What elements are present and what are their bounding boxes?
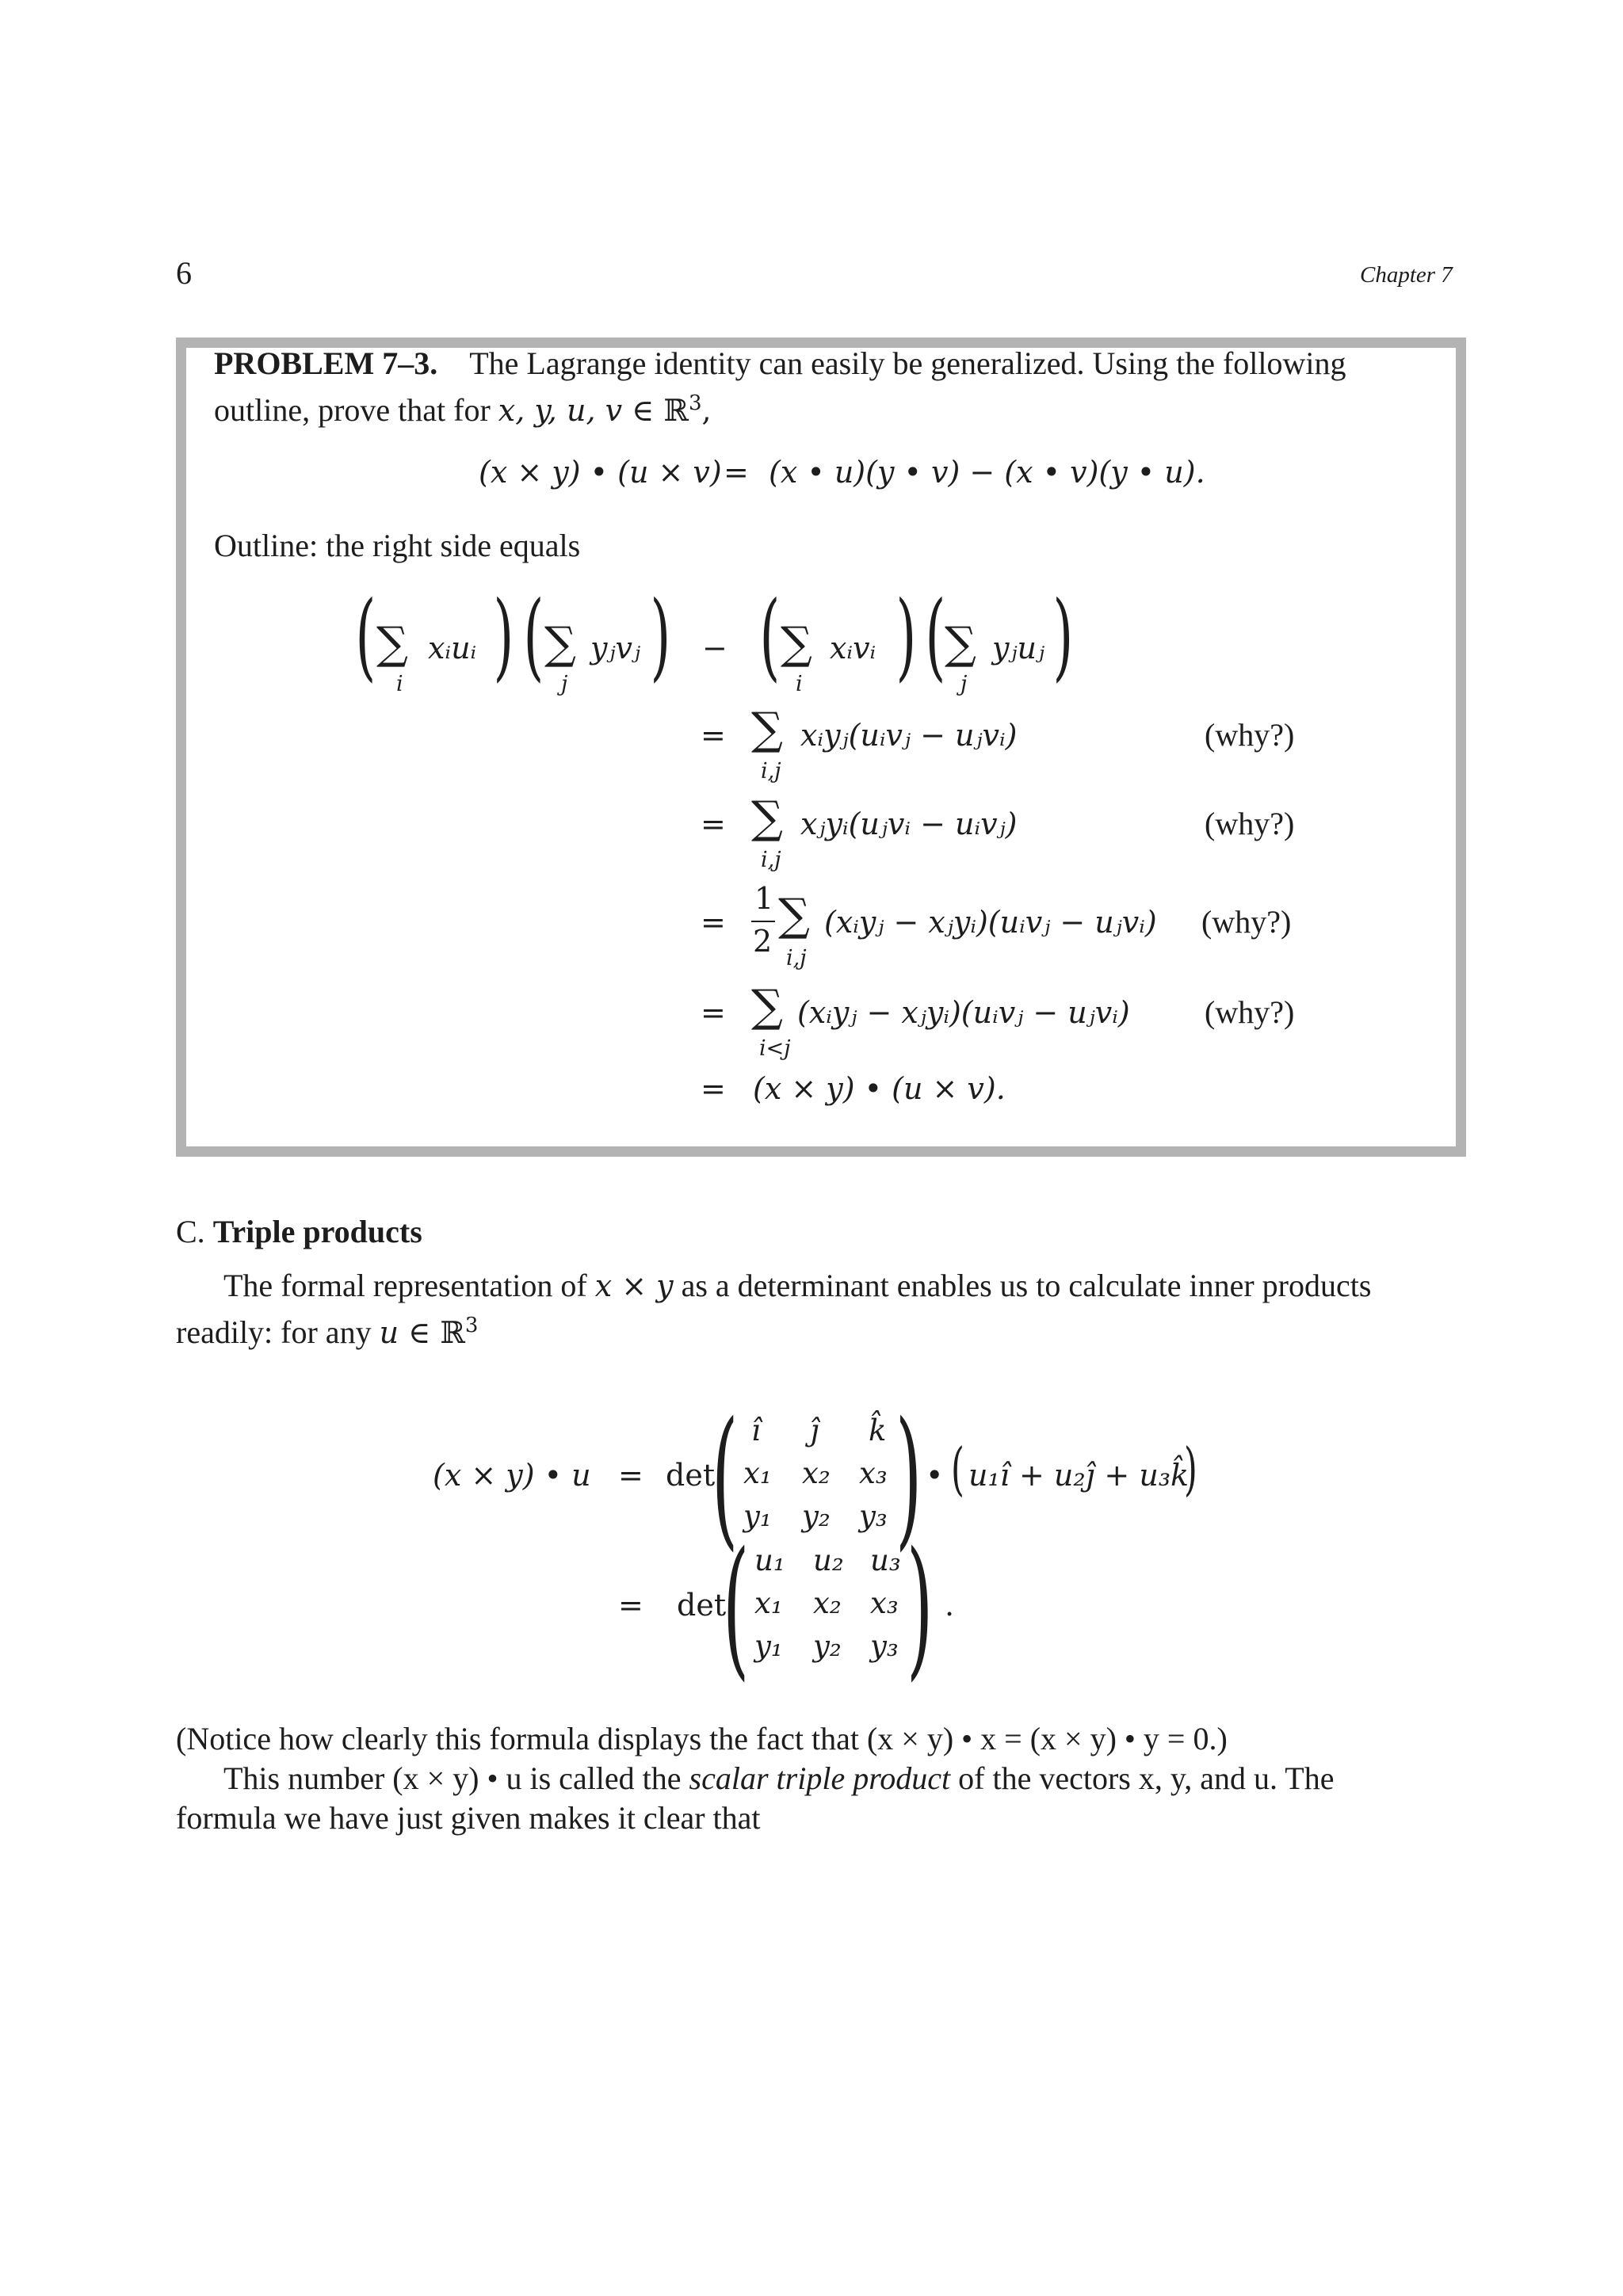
matrix-cell: ĵ bbox=[810, 1413, 819, 1447]
step-expression: xᵢyⱼ(uᵢvⱼ − uⱼvᵢ) bbox=[800, 718, 1018, 753]
matrix-right-paren: ) bbox=[896, 1390, 922, 1565]
matrix-cell: k̂ bbox=[869, 1413, 887, 1447]
sigma-symbol: ∑ bbox=[945, 618, 976, 669]
identity-rhs bbox=[769, 455, 1205, 490]
identity-equals: = bbox=[724, 455, 749, 490]
fraction-denominator: 2 bbox=[753, 924, 773, 959]
minus-sign: − bbox=[702, 631, 727, 666]
para2-text-a: This number (x × y) • u is called the bbox=[223, 1760, 682, 1796]
matrix-cell: x₃ bbox=[859, 1456, 888, 1490]
sum-index-j: j bbox=[960, 672, 968, 696]
equals-sign: = bbox=[618, 1588, 643, 1623]
right-paren: ) bbox=[493, 582, 514, 692]
matrix-cell: u₂ bbox=[813, 1543, 844, 1577]
sigma-symbol: ∑ bbox=[751, 981, 783, 1032]
left-paren: ( bbox=[355, 582, 376, 692]
sum-index: i,j bbox=[761, 848, 781, 872]
step-expression: (xᵢyⱼ − xⱼyᵢ)(uᵢvⱼ − uⱼvᵢ) bbox=[797, 995, 1130, 1030]
identity-lhs-text: (x × y) • (u × v) bbox=[479, 455, 722, 490]
section-para1-line1 bbox=[223, 1266, 1371, 1306]
para2-text-b: of the vectors x, y, and u. The bbox=[958, 1760, 1335, 1796]
left-paren: ( bbox=[925, 582, 946, 692]
equals-sign: = bbox=[618, 1458, 643, 1493]
identity-rhs-text: (x • u)(y • v) − (x • v)(y • u). bbox=[769, 455, 1205, 490]
matrix-cell: x₁ bbox=[743, 1456, 772, 1490]
para1-text-b: as a determinant enables us to calculate inner products bbox=[681, 1268, 1372, 1303]
matrix-cell: u₁ bbox=[754, 1543, 785, 1577]
matrix-cell: x₂ bbox=[813, 1586, 842, 1620]
matrix-cell: y₂ bbox=[813, 1629, 842, 1663]
identity-lhs bbox=[479, 455, 722, 490]
step-expression: xⱼyᵢ(uⱼvᵢ − uᵢvⱼ) bbox=[800, 807, 1018, 841]
equals-sign: = bbox=[701, 1071, 726, 1106]
para1-text-a: The formal representation of bbox=[223, 1268, 587, 1303]
problem-intro-line1 bbox=[214, 344, 1346, 383]
equals-sign: = bbox=[701, 995, 726, 1030]
notice-text: (Notice how clearly this formula displays the fact that (x × y) • x = (x × y) • y = 0.) bbox=[176, 1721, 1228, 1756]
dot-bullet: • bbox=[926, 1458, 944, 1493]
term-xu: xᵢuᵢ bbox=[428, 631, 477, 666]
sigma-symbol: ∑ bbox=[751, 704, 783, 755]
matrix-2 bbox=[748, 1543, 915, 1678]
sum-index-j: j bbox=[561, 672, 568, 696]
left-paren: ( bbox=[523, 582, 544, 692]
fraction-numerator: 1 bbox=[754, 881, 774, 916]
sum-index: i,j bbox=[761, 759, 781, 784]
section-para2-line2: formula we have just given makes it clear that bbox=[176, 1800, 761, 1836]
section-para2-line1 bbox=[223, 1759, 1334, 1798]
matrix-cell: î bbox=[751, 1413, 761, 1447]
matrix-left-paren: ( bbox=[712, 1390, 739, 1565]
section-label: C. bbox=[176, 1214, 205, 1249]
why-annotation: (why?) bbox=[1201, 904, 1292, 940]
sum-index-i: i bbox=[396, 672, 403, 696]
cross-product-inline: x × y bbox=[594, 1268, 674, 1303]
para1-text-c: readily: for any bbox=[176, 1314, 372, 1350]
section-para1-line2 bbox=[176, 1306, 478, 1352]
problem-intro-line2 bbox=[214, 383, 712, 430]
why-annotation: (why?) bbox=[1205, 717, 1295, 753]
matrix-cell: y₃ bbox=[859, 1499, 888, 1533]
sum-index: i,j bbox=[786, 946, 807, 971]
matrix-cell: x₁ bbox=[754, 1586, 783, 1620]
right-paren: ) bbox=[650, 582, 671, 692]
why-annotation: (why?) bbox=[1205, 806, 1295, 841]
matrix-cell: y₂ bbox=[802, 1499, 831, 1533]
vector-right-paren: ) bbox=[1184, 1436, 1197, 1502]
det-label: det bbox=[666, 1458, 716, 1493]
vector-list: x, y, u, v ∈ ℝ$^3$, bbox=[498, 391, 712, 428]
term-xv: xᵢvᵢ bbox=[830, 631, 876, 666]
matrix-1 bbox=[737, 1413, 903, 1548]
outline-text: Outline: the right side equals bbox=[214, 528, 581, 563]
matrix-left-paren: ( bbox=[723, 1520, 750, 1695]
fraction-bar bbox=[751, 921, 775, 922]
u-in-r3: u ∈ ℝ$^3$ bbox=[379, 1314, 479, 1350]
sigma-symbol: ∑ bbox=[781, 618, 812, 669]
para2-emphasis: scalar triple product bbox=[689, 1760, 951, 1796]
matrix-cell: y₁ bbox=[743, 1499, 772, 1533]
problem-intro-line2-text: outline, prove that for bbox=[214, 392, 491, 428]
sigma-symbol: ∑ bbox=[544, 618, 576, 669]
sigma-symbol: ∑ bbox=[778, 890, 810, 941]
period: . bbox=[945, 1588, 955, 1623]
running-head: Chapter 7 bbox=[1360, 262, 1453, 288]
sigma-symbol: ∑ bbox=[376, 618, 408, 669]
matrix-cell: x₃ bbox=[870, 1586, 899, 1620]
equals-sign: = bbox=[701, 807, 726, 841]
matrix-cell: x₂ bbox=[802, 1456, 831, 1490]
equals-sign: = bbox=[701, 905, 726, 940]
why-annotation: (why?) bbox=[1205, 994, 1295, 1030]
problem-label: PROBLEM 7–3. bbox=[214, 345, 438, 381]
sum-index-i: i bbox=[796, 672, 803, 696]
equals-sign: = bbox=[701, 718, 726, 753]
section-title: Triple products bbox=[212, 1214, 422, 1249]
vector-expression: u₁î + u₂ĵ + u₃k̂ bbox=[968, 1458, 1190, 1493]
step-expression: (x × y) • (u × v). bbox=[753, 1071, 1006, 1106]
sigma-symbol: ∑ bbox=[751, 792, 783, 844]
matrix-cell: u₃ bbox=[870, 1543, 901, 1577]
term-yv: yⱼvⱼ bbox=[590, 631, 641, 666]
section-heading bbox=[176, 1212, 422, 1252]
det-label: det bbox=[677, 1588, 727, 1623]
page-number: 6 bbox=[176, 255, 192, 291]
triple-lhs: (x × y) • u bbox=[433, 1458, 591, 1493]
right-paren: ) bbox=[1052, 582, 1074, 692]
vector-left-paren: ( bbox=[951, 1436, 964, 1502]
sum-index: i<j bbox=[759, 1036, 791, 1061]
matrix-cell: y₃ bbox=[870, 1629, 899, 1663]
left-paren: ( bbox=[759, 582, 781, 692]
term-yu: yⱼuⱼ bbox=[992, 631, 1045, 666]
matrix-cell: y₁ bbox=[754, 1629, 783, 1663]
step-expression: (xᵢyⱼ − xⱼyᵢ)(uᵢvⱼ − uⱼvᵢ) bbox=[824, 905, 1157, 940]
problem-intro-text: The Lagrange identity can easily be generalized. Using the following bbox=[469, 345, 1346, 381]
right-paren: ) bbox=[896, 582, 917, 692]
matrix-right-paren: ) bbox=[907, 1520, 934, 1695]
